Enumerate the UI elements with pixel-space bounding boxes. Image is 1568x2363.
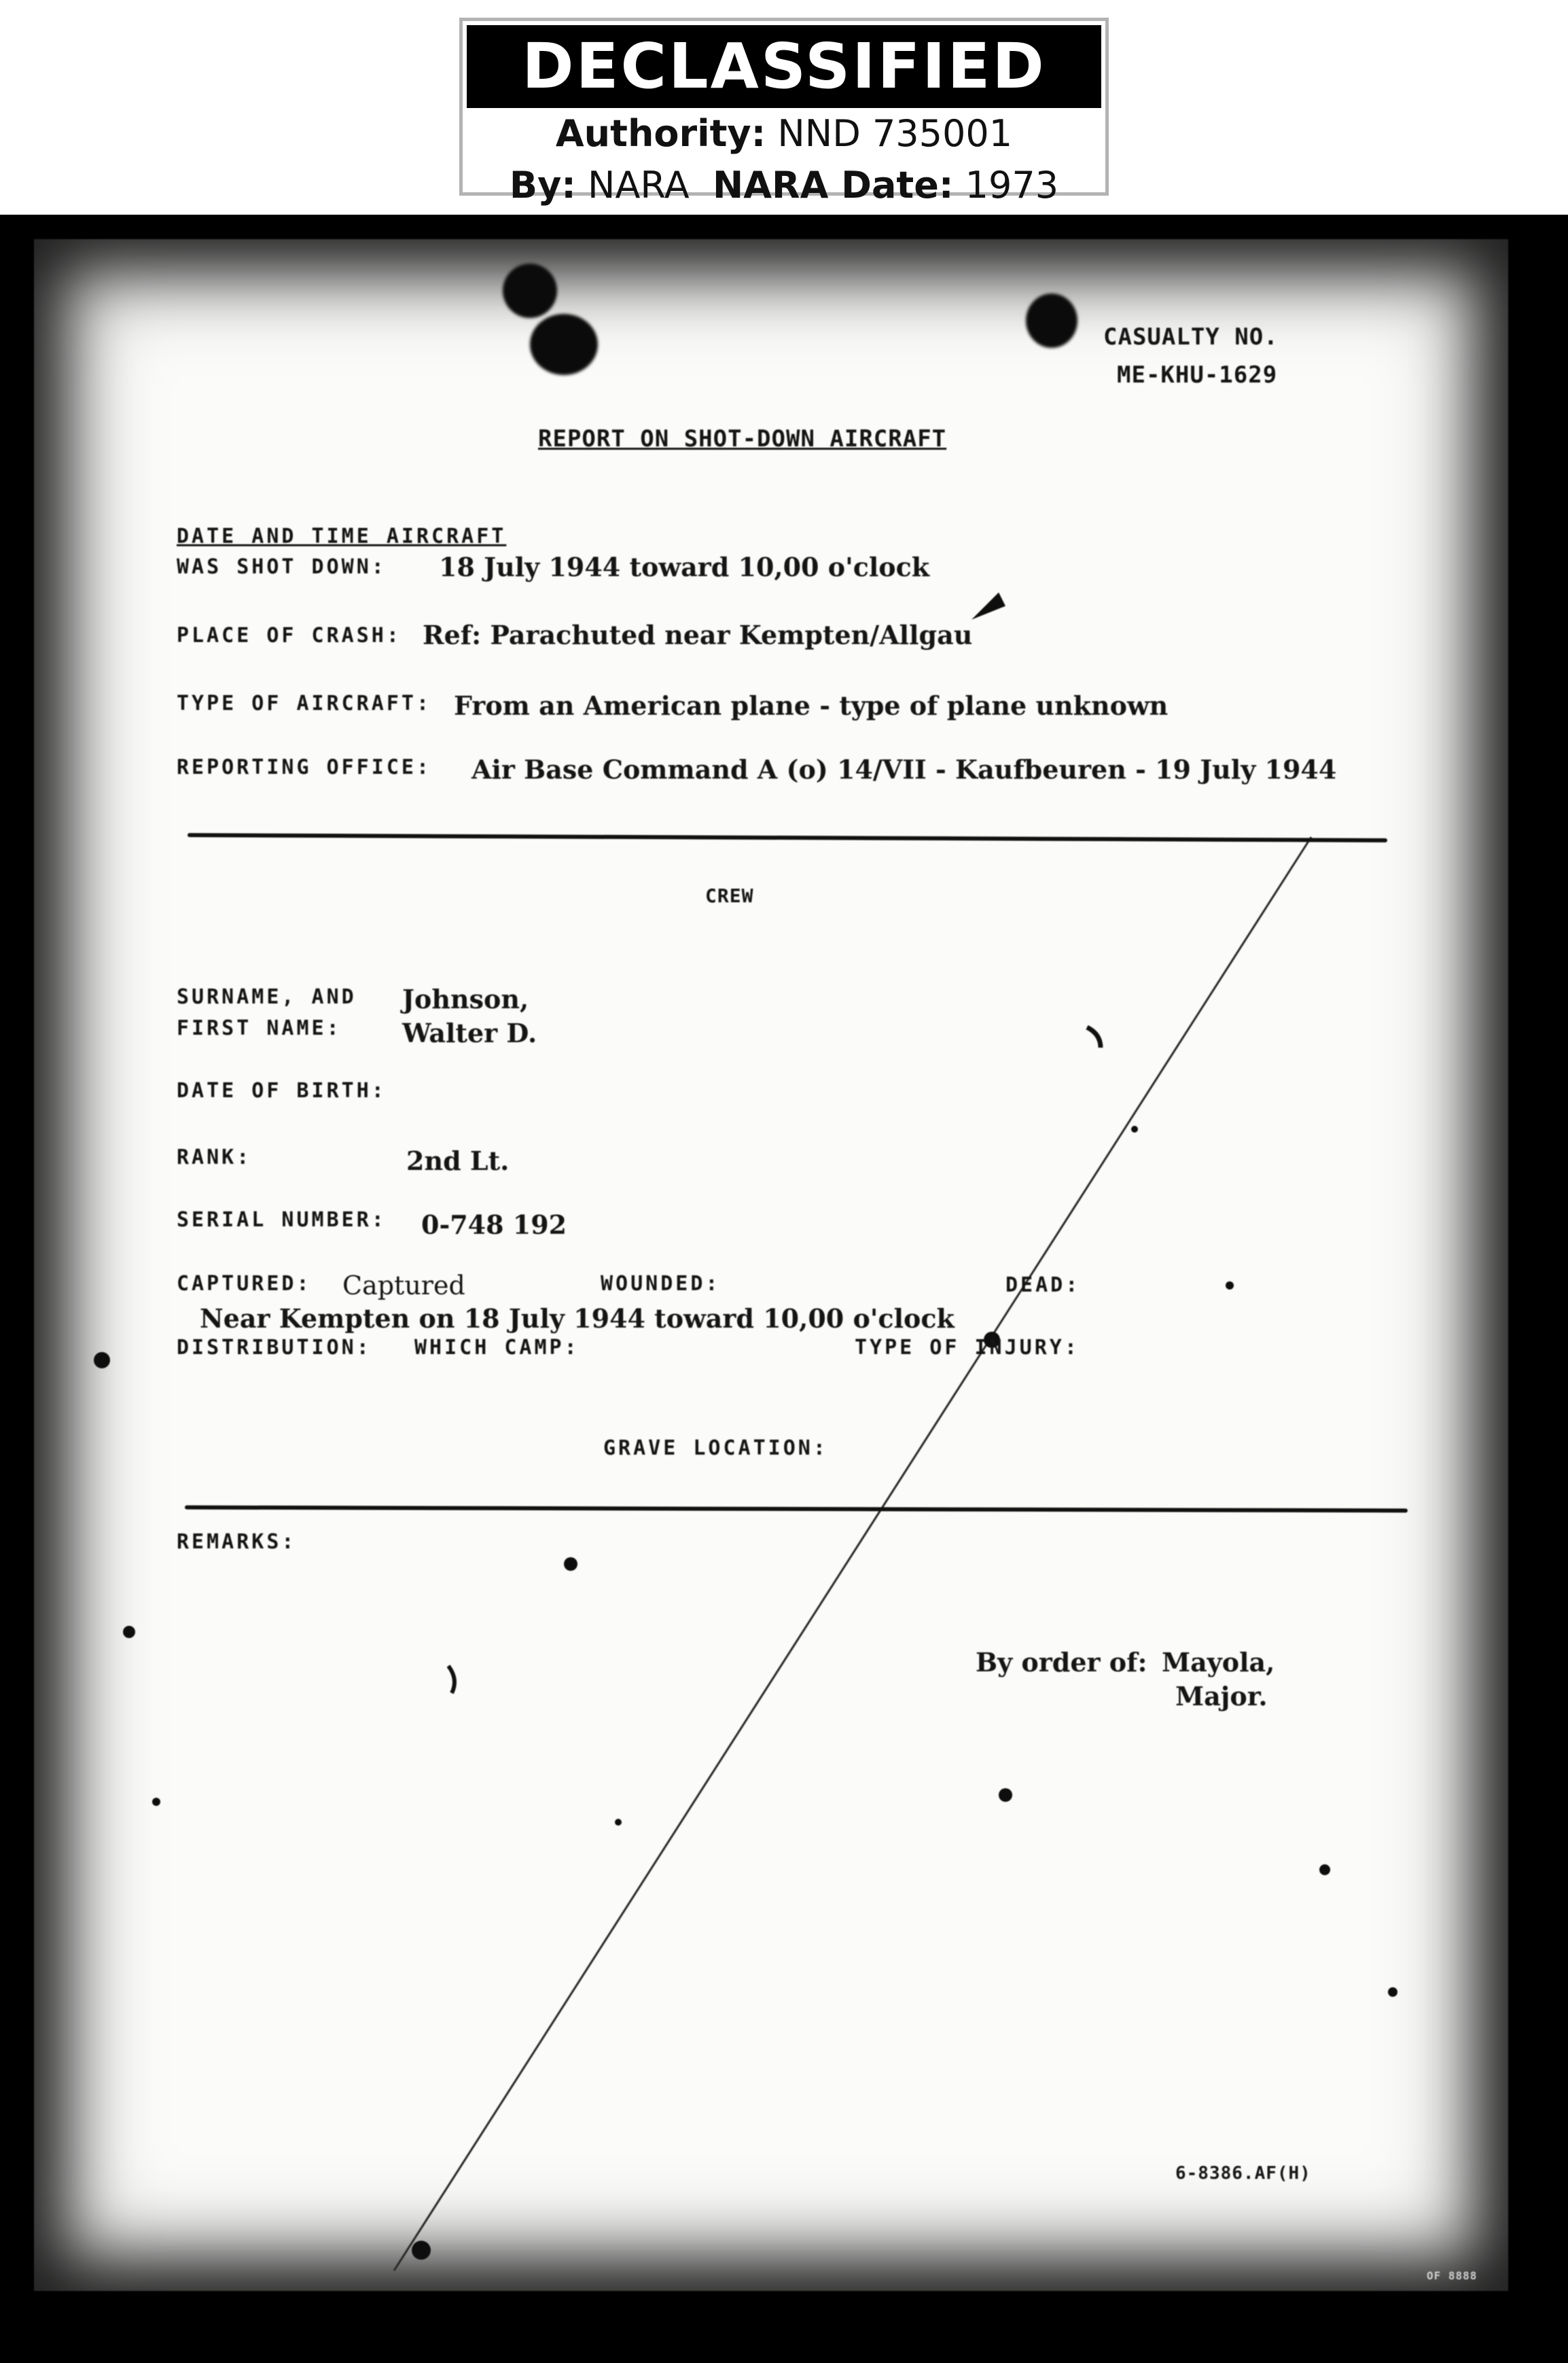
grave-location-label: GRAVE LOCATION: bbox=[603, 1436, 828, 1460]
which-camp-label: WHICH CAMP: bbox=[414, 1336, 580, 1360]
casualty-number-value: ME-KHU-1629 bbox=[1117, 361, 1278, 389]
surname-label-1: SURNAME, AND bbox=[177, 985, 357, 1009]
punch-hole bbox=[503, 264, 557, 318]
punch-hole bbox=[530, 314, 598, 375]
casualty-number-label: CASUALTY NO. bbox=[1103, 323, 1279, 351]
reporting-office-label: REPORTING OFFICE: bbox=[177, 756, 432, 779]
rank-label: RANK: bbox=[177, 1145, 252, 1169]
distribution-label: DISTRIBUTION: bbox=[177, 1336, 372, 1360]
date-time-value: 18 July 1944 toward 10,00 o'clock bbox=[439, 552, 930, 582]
footer-code: 6-8386.AF(H) bbox=[1175, 2163, 1311, 2184]
date-time-label-2: WAS SHOT DOWN: bbox=[177, 555, 387, 579]
diagonal-scratch bbox=[394, 837, 1311, 2271]
date-time-label-1: DATE AND TIME AIRCRAFT bbox=[177, 525, 507, 548]
crew-heading: CREW bbox=[705, 885, 754, 907]
order-name: Mayola, bbox=[1162, 1647, 1275, 1677]
captured-value: Captured bbox=[342, 1271, 465, 1300]
surname-label-2: FIRST NAME: bbox=[177, 1016, 342, 1040]
capture-detail: Near Kempten on 18 July 1944 toward 10,00 o'clock bbox=[200, 1303, 955, 1334]
scanned-document bbox=[0, 215, 1568, 2363]
punch-hole bbox=[1026, 294, 1077, 348]
date-of-birth-label: DATE OF BIRTH: bbox=[177, 1079, 387, 1103]
aircraft-type-value: From an American plane - type of plane unknown bbox=[454, 690, 1169, 721]
aircraft-type-label: TYPE OF AIRCRAFT: bbox=[177, 692, 432, 715]
ink-specks bbox=[94, 592, 1397, 2260]
order-label: By order of: bbox=[976, 1647, 1147, 1677]
document-title: REPORT ON SHOT-DOWN AIRCRAFT bbox=[538, 425, 947, 452]
remarks-label: REMARKS: bbox=[177, 1530, 297, 1554]
stamp-authority-value: NND 735001 bbox=[777, 112, 1013, 155]
dead-label: DEAD: bbox=[1005, 1273, 1081, 1297]
type-of-injury-label: TYPE OF INJURY: bbox=[855, 1336, 1080, 1360]
stamp-authority-line bbox=[463, 112, 1105, 156]
rank-value: 2nd Lt. bbox=[406, 1145, 510, 1176]
captured-label: CAPTURED: bbox=[177, 1272, 312, 1296]
serial-number-label: SERIAL NUMBER: bbox=[177, 1208, 387, 1232]
surname-value: Johnson, bbox=[402, 984, 529, 1014]
firstname-value: Walter D. bbox=[402, 1018, 537, 1048]
stamp-date-label: NARA Date: bbox=[713, 164, 954, 207]
stamp-authority-label: Authority: bbox=[555, 112, 766, 155]
serial-number-value: 0-748 192 bbox=[421, 1209, 567, 1240]
stamp-by-label: By: bbox=[509, 164, 576, 207]
stamp-by-line bbox=[463, 164, 1105, 207]
place-value: Ref: Parachuted near Kempten/Allgau bbox=[423, 620, 973, 650]
corner-code: OF 8888 bbox=[1427, 2269, 1478, 2282]
place-label: PLACE OF CRASH: bbox=[177, 624, 402, 647]
stamp-by-value: NARA bbox=[588, 164, 690, 207]
reporting-office-value: Air Base Command A (o) 14/VII - Kaufbeuren - 19 July 1944 bbox=[471, 754, 1337, 785]
declassified-stamp bbox=[459, 18, 1109, 207]
stamp-title: DECLASSIFIED bbox=[467, 25, 1101, 108]
order-rank: Major. bbox=[1175, 1681, 1268, 1711]
stamp-date-value: 1973 bbox=[965, 164, 1059, 207]
wounded-label: WOUNDED: bbox=[601, 1272, 721, 1296]
paper-sheet bbox=[34, 239, 1508, 2291]
